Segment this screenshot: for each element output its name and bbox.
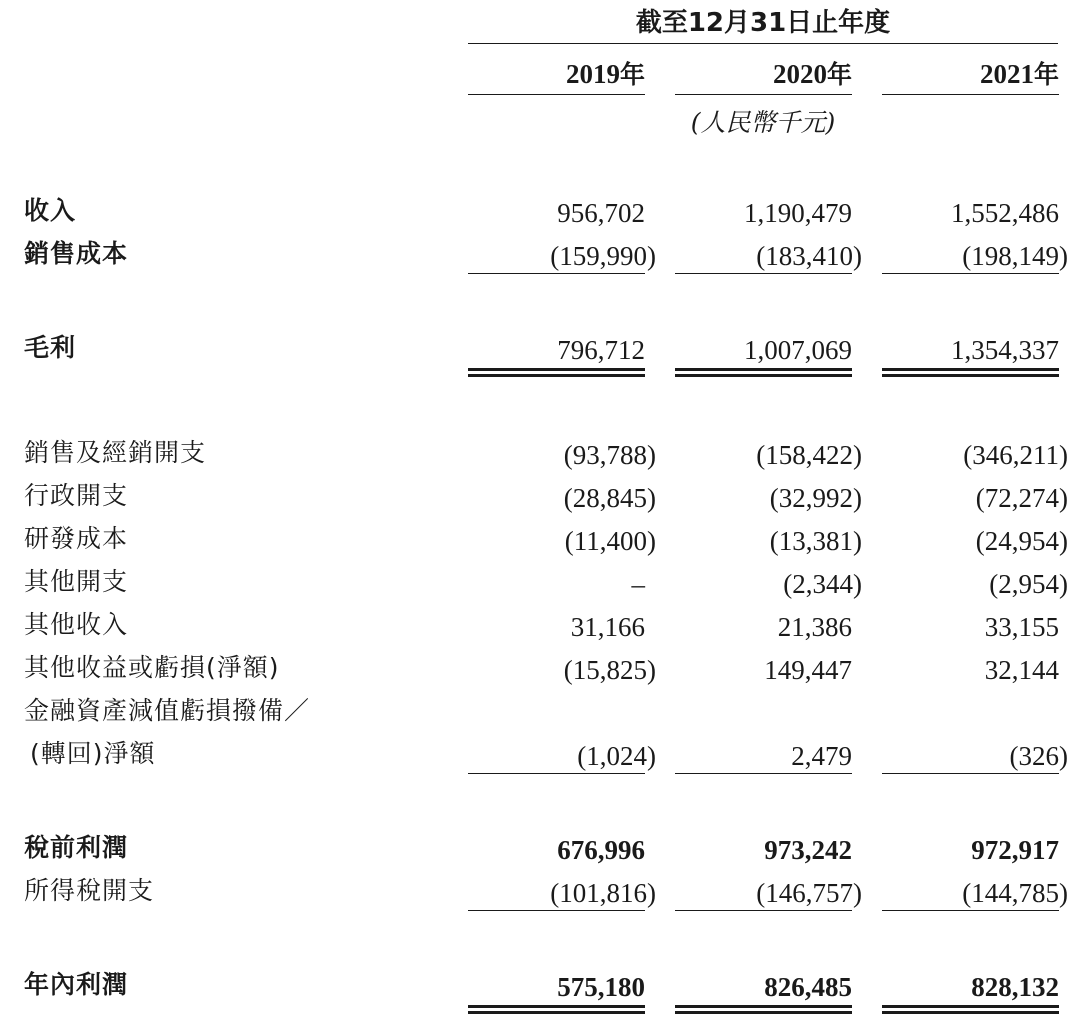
- gross-profit-double-rule-2019: [468, 368, 645, 377]
- profit-double-rule-2019: [468, 1005, 645, 1014]
- profit-rule-2020: [675, 910, 852, 911]
- gross-profit-2021: 1,354,337: [951, 335, 1059, 365]
- row-label-cost-of-sales: 銷售成本: [24, 239, 129, 268]
- selling-expenses-2020: (158,422): [756, 440, 862, 470]
- revenue-2019: 956,702: [557, 198, 645, 228]
- income-tax-2019: (101,816): [550, 878, 656, 908]
- subtotal-rule-2020: [675, 273, 852, 274]
- other-expenses-2021: (2,954): [989, 569, 1068, 599]
- impairment-2021: (326): [1009, 741, 1068, 771]
- cost-of-sales-2019: (159,990): [550, 241, 656, 271]
- other-income-2020: 21,386: [777, 612, 852, 642]
- gross-profit-double-rule-2020: [675, 368, 852, 377]
- year-rule-2020: [675, 94, 852, 95]
- profit-before-tax-2021: 972,917: [971, 835, 1059, 865]
- profit-rule-2019: [468, 910, 645, 911]
- impairment-2019: (1,024): [577, 741, 656, 771]
- other-gains-2020: 149,447: [764, 655, 852, 685]
- profit-double-rule-2020: [675, 1005, 852, 1014]
- profit-for-year-2019: 575,180: [557, 972, 645, 1002]
- profit-for-year-2021: 828,132: [971, 972, 1059, 1002]
- year-rule-2021: [882, 94, 1059, 95]
- income-tax-2020: (146,757): [756, 878, 862, 908]
- selling-expenses-2019: (93,788): [563, 440, 656, 470]
- row-label-other-gains-losses: 其他收益或虧損(淨額): [24, 653, 280, 682]
- row-label-income-tax-expense: 所得稅開支: [24, 876, 155, 905]
- year-rule-2019: [468, 94, 645, 95]
- row-label-other-income: 其他收入: [24, 610, 129, 639]
- other-expenses-2019: –: [631, 569, 645, 599]
- period-header-rule: [468, 43, 1058, 44]
- admin-expenses-2020: (32,992): [769, 483, 862, 513]
- subtotal-rule-2019: [468, 273, 645, 274]
- row-label-gross-profit: 毛利: [24, 333, 77, 362]
- other-gains-2021: 32,144: [984, 655, 1059, 685]
- gross-profit-double-rule-2021: [882, 368, 1059, 377]
- year-header-2019: 2019年: [565, 59, 645, 89]
- year-header-2020: 2020年: [772, 59, 852, 89]
- currency-unit: (人民幣千元): [690, 108, 836, 137]
- impairment-2020: 2,479: [791, 741, 852, 771]
- other-income-2019: 31,166: [570, 612, 645, 642]
- admin-expenses-2019: (28,845): [563, 483, 656, 513]
- profit-for-year-2020: 826,485: [764, 972, 852, 1002]
- cost-of-sales-2021: (198,149): [962, 241, 1068, 271]
- rd-costs-2020: (13,381): [769, 526, 862, 556]
- row-label-impairment-provision: 金融資產減值虧損撥備／: [24, 696, 311, 725]
- profit-rule-2021: [882, 910, 1059, 911]
- pretax-rule-2020: [675, 773, 852, 774]
- revenue-2021: 1,552,486: [951, 198, 1059, 228]
- other-expenses-2020: (2,344): [783, 569, 862, 599]
- cost-of-sales-2020: (183,410): [756, 241, 862, 271]
- period-header: 截至12月31日止年度: [635, 8, 891, 38]
- row-label-revenue: 收入: [24, 196, 77, 225]
- row-label-administrative-expenses: 行政開支: [24, 481, 129, 510]
- profit-double-rule-2021: [882, 1005, 1059, 1014]
- gross-profit-2020: 1,007,069: [744, 335, 852, 365]
- profit-before-tax-2019: 676,996: [557, 835, 645, 865]
- admin-expenses-2021: (72,274): [975, 483, 1068, 513]
- gross-profit-2019: 796,712: [557, 335, 645, 365]
- subtotal-rule-2021: [882, 273, 1059, 274]
- other-income-2021: 33,155: [984, 612, 1059, 642]
- row-label-impairment-provision-cont: (轉回)淨額: [30, 739, 156, 768]
- profit-before-tax-2020: 973,242: [764, 835, 852, 865]
- rd-costs-2019: (11,400): [564, 526, 656, 556]
- pretax-rule-2019: [468, 773, 645, 774]
- row-label-profit-for-year: 年內利潤: [24, 970, 129, 999]
- row-label-selling-distribution-expenses: 銷售及經銷開支: [24, 438, 207, 467]
- year-header-2021: 2021年: [979, 59, 1059, 89]
- rd-costs-2021: (24,954): [975, 526, 1068, 556]
- row-label-rd-costs: 研發成本: [24, 524, 129, 553]
- revenue-2020: 1,190,479: [744, 198, 852, 228]
- income-tax-2021: (144,785): [962, 878, 1068, 908]
- row-label-profit-before-tax: 稅前利潤: [24, 833, 129, 862]
- other-gains-2019: (15,825): [563, 655, 656, 685]
- selling-expenses-2021: (346,211): [963, 440, 1068, 470]
- row-label-other-expenses: 其他開支: [24, 567, 129, 596]
- pretax-rule-2021: [882, 773, 1059, 774]
